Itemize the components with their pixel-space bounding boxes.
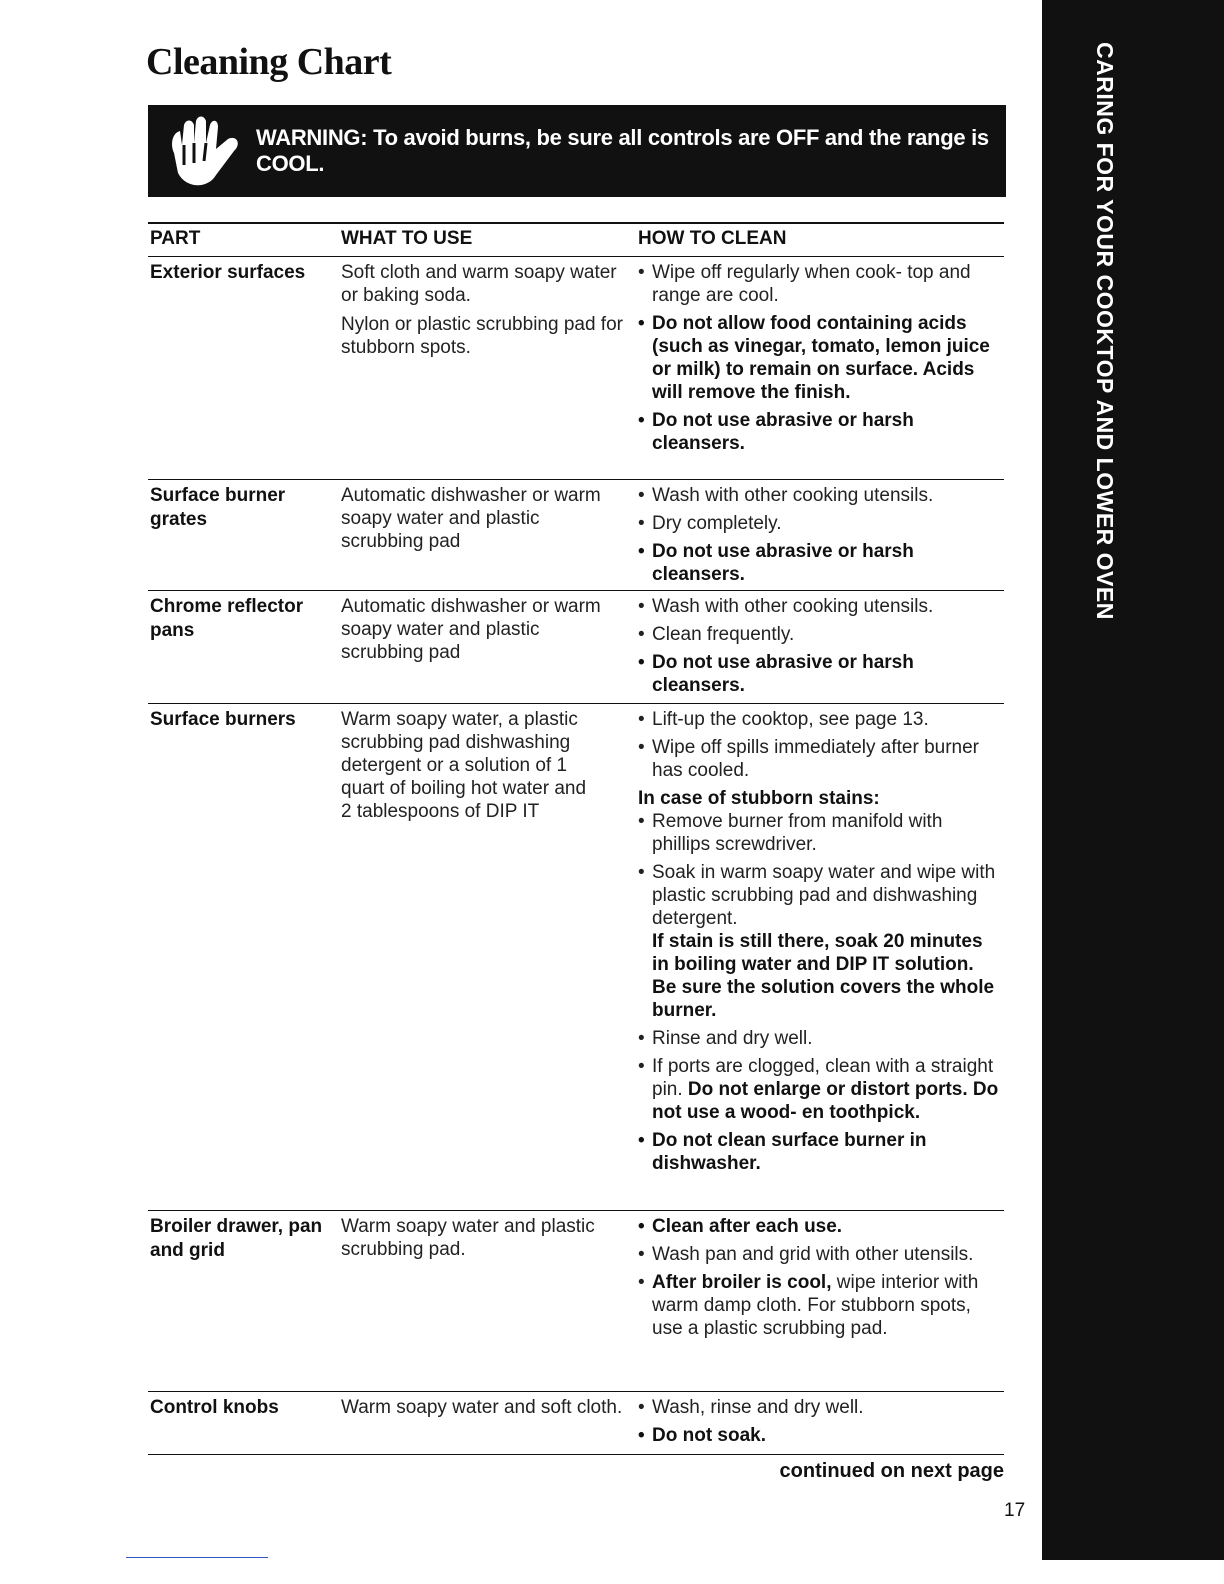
hand-warning-icon xyxy=(166,115,246,195)
how-item: • If ports are clogged, clean with a straight pin. Do not enlarge or distort ports. Do not use a wood- en toothpick. xyxy=(638,1055,1002,1124)
table-row xyxy=(148,1211,1004,1392)
how-item: • Wash pan and grid with other utensils. xyxy=(638,1243,1002,1266)
how-item: • Do not use abrasive or harsh cleansers. xyxy=(638,409,1002,455)
how-item: • Do not use abrasive or harsh cleansers. xyxy=(638,540,1002,586)
how-cell xyxy=(638,1392,1002,1452)
cleaning-table xyxy=(148,222,1004,1455)
sidebar-label: CARING FOR YOUR COOKTOP AND LOWER OVEN xyxy=(1092,42,1118,620)
footer-divider xyxy=(126,1557,268,1558)
table-row xyxy=(148,257,1004,480)
how-item: • Wash with other cooking utensils. xyxy=(638,484,1002,507)
what-cell xyxy=(341,591,626,670)
table-row xyxy=(148,480,1004,591)
section-sidebar xyxy=(1042,0,1224,1560)
how-cell xyxy=(638,480,1002,591)
what-text: Nylon or plastic scrubbing pad for stubborn spots. xyxy=(341,314,623,358)
how-item: • Do not allow food containing acids (such as vinegar, tomato, lemon juice or milk) to remain on surface. Acids will remove the finish. xyxy=(638,312,1002,404)
table-row xyxy=(148,1392,1004,1455)
how-item: • Remove burner from manifold with phillips screwdriver. xyxy=(638,810,1002,856)
how-item: • Rinse and dry well. xyxy=(638,1027,1002,1050)
what-text: Soft cloth and warm soapy water or baking soda. xyxy=(341,262,617,306)
what-cell xyxy=(341,480,626,559)
page-title: Cleaning Chart xyxy=(146,41,392,83)
stubborn-stains-heading: In case of stubborn stains: xyxy=(638,788,880,809)
part-cell: Surface burners xyxy=(150,709,296,730)
how-item: • Do not soak. xyxy=(638,1424,1002,1447)
how-item: • Wash with other cooking utensils. xyxy=(638,595,1002,618)
part-cell: Broiler drawer, pan and grid xyxy=(150,1216,323,1261)
page-number: 17 xyxy=(1004,1500,1026,1521)
table-header xyxy=(148,222,1004,257)
how-item: • Do not clean surface burner in dishwasher. xyxy=(638,1129,1002,1175)
how-item: • Soak in warm soapy water and wipe with plastic scrubbing pad and dishwashing detergent. If stain is still there, soak 20 minutes in boiling water and DIP IT solution. Be sure the solution covers the whole burner. xyxy=(638,861,1002,1022)
what-cell xyxy=(341,257,626,365)
how-item: • Wipe off spills immediately after burner has cooled. xyxy=(638,736,1002,782)
header-what-to-use: WHAT TO USE xyxy=(341,228,473,249)
part-cell: Control knobs xyxy=(150,1397,279,1418)
how-cell xyxy=(638,704,1002,1180)
table-row xyxy=(148,591,1004,704)
continued-note: continued on next page xyxy=(779,1460,1004,1482)
part-cell: Exterior surfaces xyxy=(150,262,306,283)
how-cell xyxy=(638,591,1002,702)
header-how-to-clean: HOW TO CLEAN xyxy=(638,228,787,249)
what-text: Warm soapy water and soft cloth. xyxy=(341,1397,623,1418)
what-text: Automatic dishwasher or warm soapy water and plastic scrubbing pad xyxy=(341,596,601,663)
how-item: • After broiler is cool, wipe interior with warm damp cloth. For stubborn spots, use a plastic scrubbing pad. xyxy=(638,1271,1002,1340)
how-item: • Do not use abrasive or harsh cleansers. xyxy=(638,651,1002,697)
what-text: Automatic dishwasher or warm soapy water and plastic scrubbing pad xyxy=(341,485,601,552)
how-item: • Dry completely. xyxy=(638,512,1002,535)
what-cell xyxy=(341,1392,626,1425)
table-row xyxy=(148,704,1004,1211)
how-item: • Wipe off regularly when cook- top and range are cool. xyxy=(638,261,1002,307)
what-text: Warm soapy water and plastic scrubbing pad. xyxy=(341,1216,595,1260)
what-text: Warm soapy water, a plastic scrubbing pad dishwashing detergent or a solution of 1 quart of boiling hot water and 2 tablespoons of DIP IT xyxy=(341,709,587,822)
part-cell: Surface burner grates xyxy=(150,485,286,530)
warning-text: WARNING: To avoid burns, be sure all controls are OFF and the range is COOL. xyxy=(256,125,989,176)
how-item: • Lift-up the cooktop, see page 13. xyxy=(638,708,1002,731)
header-part: PART xyxy=(150,228,201,249)
how-item: • Clean after each use. xyxy=(638,1215,1002,1238)
how-item: • Wash, rinse and dry well. xyxy=(638,1396,1002,1419)
part-cell: Chrome reflector pans xyxy=(150,596,304,641)
warning-banner xyxy=(148,105,1006,197)
what-cell xyxy=(341,704,591,829)
how-item: • Clean frequently. xyxy=(638,623,1002,646)
what-cell xyxy=(341,1211,626,1267)
how-cell xyxy=(638,257,1002,460)
how-cell xyxy=(638,1211,1002,1345)
